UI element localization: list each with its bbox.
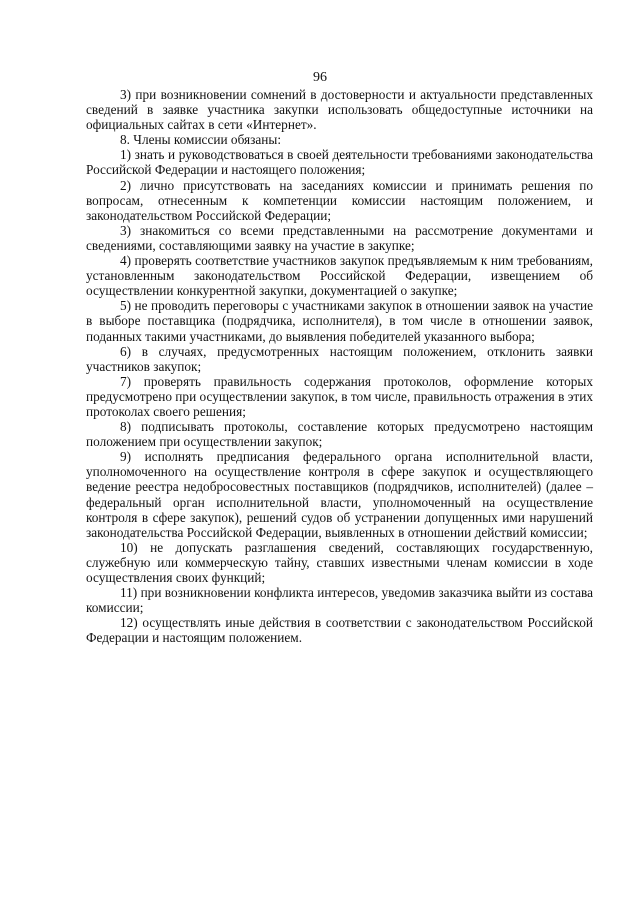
duty-item-12: 12) осуществлять иные действия в соответствии с законодательством Российской Федерации и настоящим положением. [86, 615, 593, 646]
duty-item-5: 5) не проводить переговоры с участниками закупок в отношении заявок на участие в выборе поставщика (подрядчика, исполнителя), в том числе в отношении заявок, поданных такими участниками, до выявления победителей указанного выбора; [86, 298, 593, 344]
paragraph-8-heading: 8. Члены комиссии обязаны: [120, 132, 282, 148]
duty-item-1: 1) знать и руководствоваться в своей деятельности требованиями законодательства Российской Федерации и настоящего положения; [86, 147, 593, 178]
duty-item-8: 8) подписывать протоколы, составление которых предусмотрено настоящим положением при осуществлении закупок; [86, 419, 593, 450]
page-number: 96 [313, 70, 327, 85]
duty-item-7: 7) проверять правильность содержания протоколов, оформление которых предусмотрено при осуществлении закупок, в том числе, правильность отражения в этих протоколах своего решения; [86, 373, 593, 419]
duty-item-3: 3) знакомиться со всеми представленными на рассмотрение документами и сведениями, составляющими заявку на участие в закупке; [86, 222, 593, 253]
paragraph-3-sources: 3) при возникновении сомнений в достоверности и актуальности представленных сведений в заявке участника закупки использовать общедоступные источники на официальных сайтах в сети «Интернет». [86, 87, 593, 133]
duty-item-10: 10) не допускать разглашения сведений, составляющих государственную, служебную или коммерческую тайну, ставших известными членам комиссии в ходе осуществления своих функций; [86, 539, 593, 585]
duty-item-6: 6) в случаях, предусмотренных настоящим положением, отклонить заявки участников закупок; [86, 343, 593, 374]
document-body [86, 87, 593, 645]
duty-item-2: 2) лично присутствовать на заседаниях комиссии и принимать решения по вопросам, отнесенным к компетенции комиссии настоящим положением, и законодательством Российской Федерации; [86, 177, 593, 223]
duty-item-4: 4) проверять соответствие участников закупок предъявляемым к ним требованиям, установленным законодательством Российской Федерации, извещением об осуществлении конкурентной закупки, документацией о закупке; [86, 253, 593, 299]
duty-item-11: 11) при возникновении конфликта интересов, уведомив заказчика выйти из состава комиссии; [86, 585, 593, 616]
duty-item-9: 9) исполнять предписания федерального органа исполнительной власти, уполномоченного на осуществление контроля в сфере закупок и осуществляющего ведение реестра недобросовестных поставщиков (подрядчиков, исполнителей) (далее – федеральный орган исполнительной власти, уполномоченный на осуществление контроля в сфере закупок), решений судов об устранении допущенных ими нарушений законодательства Российской Федерации, выявленных в отношении действий комиссии; [86, 449, 593, 540]
